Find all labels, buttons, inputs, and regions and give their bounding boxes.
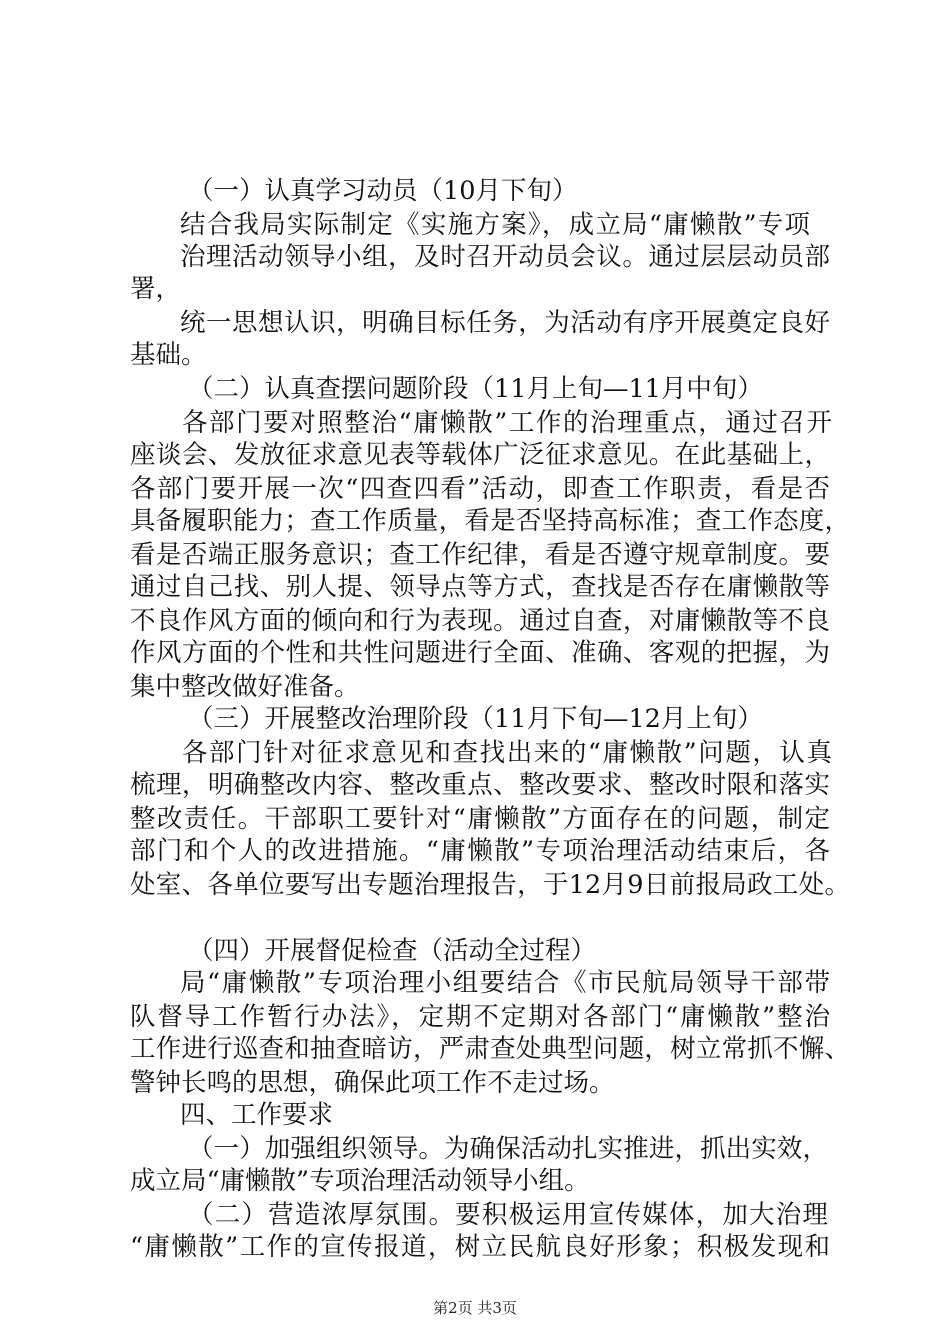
paragraph-line: 工作进行巡查和抽查暗访，严肃查处典型问题，树立常抓不懈、	[130, 1034, 850, 1064]
paragraph-line: 通过自己找、别人提、领导点等方式，查找是否存在庸懒散等	[130, 572, 830, 602]
paragraph-line: 座谈会、发放征求意见表等载体广泛征求意见。在此基础上，	[130, 440, 830, 470]
paragraph-line: 各部门要开展一次“四查四看”活动，即查工作职责，看是否	[130, 474, 830, 504]
section-heading-1: （一）认真学习动员（10月下旬）	[188, 176, 578, 206]
paragraph-line: 处室、各单位要写出专题治理报告，于12月9日前报局政工处。	[130, 870, 850, 900]
paragraph-line: 基础。	[130, 340, 207, 370]
paragraph-line: （一）加强组织领导。为确保活动扎实推进，抓出实效，	[188, 1134, 828, 1164]
paragraph-line: 具备履职能力；查工作质量，看是否坚持高标准；查工作态度，	[130, 506, 850, 536]
paragraph-line: 成立局“庸懒散”专项治理活动领导小组。	[130, 1166, 590, 1196]
paragraph-line: 部门和个人的改进措施。“庸懒散”专项治理活动结束后，各	[130, 836, 830, 866]
paragraph-line: “庸懒散”工作的宣传报道，树立民航良好形象；积极发现和	[130, 1232, 830, 1262]
section-heading-3: （三）开展整改治理阶段（11月下旬—12月上旬）	[188, 704, 763, 734]
paragraph-line: 各部门针对征求意见和查找出来的“庸懒散”问题，认真	[182, 738, 832, 768]
page-number-footer: 第2页 共3页	[433, 1299, 517, 1317]
paragraph-line: 队督导工作暂行办法》，定期不定期对各部门“庸懒散”整治	[130, 1002, 830, 1032]
paragraph-line: 各部门要对照整治“庸懒散”工作的治理重点，通过召开	[182, 408, 832, 438]
paragraph-line: （二）营造浓厚氛围。要积极运用宣传媒体，加大治理	[188, 1200, 828, 1230]
section-heading-2: （二）认真查摆问题阶段（11月上旬—11月中旬）	[188, 374, 763, 404]
paragraph-line: 集中整改做好准备。	[130, 672, 360, 702]
paragraph-line: 治理活动领导小组，及时召开动员会议。通过层层动员部	[180, 242, 830, 272]
paragraph-line: 统一思想认识，明确目标任务，为活动有序开展奠定良好	[180, 308, 830, 338]
section-heading-4: （四）开展督促检查（活动全过程）	[188, 936, 597, 966]
paragraph-line: 整改责任。干部职工要针对“庸懒散”方面存在的问题，制定	[130, 804, 830, 834]
paragraph-line: 看是否端正服务意识；查工作纪律，看是否遵守规章制度。要	[130, 540, 830, 570]
paragraph-line: 结合我局实际制定《实施方案》，成立局“庸懒散”专项	[180, 210, 810, 240]
paragraph-line: 作风方面的个性和共性问题进行全面、准确、客观的把握，为	[130, 638, 830, 668]
section-heading-work-requirements: 四、工作要求	[180, 1100, 334, 1130]
paragraph-line: 署，	[130, 274, 182, 304]
paragraph-line: 局“庸懒散”专项治理小组要结合《市民航局领导干部带	[180, 968, 830, 998]
paragraph-line: 不良作风方面的倾向和行为表现。通过自查，对庸懒散等不良	[130, 606, 830, 636]
paragraph-line: 警钟长鸣的思想，确保此项工作不走过场。	[130, 1068, 615, 1098]
paragraph-line: 梳理，明确整改内容、整改重点、整改要求、整改时限和落实	[130, 770, 830, 800]
